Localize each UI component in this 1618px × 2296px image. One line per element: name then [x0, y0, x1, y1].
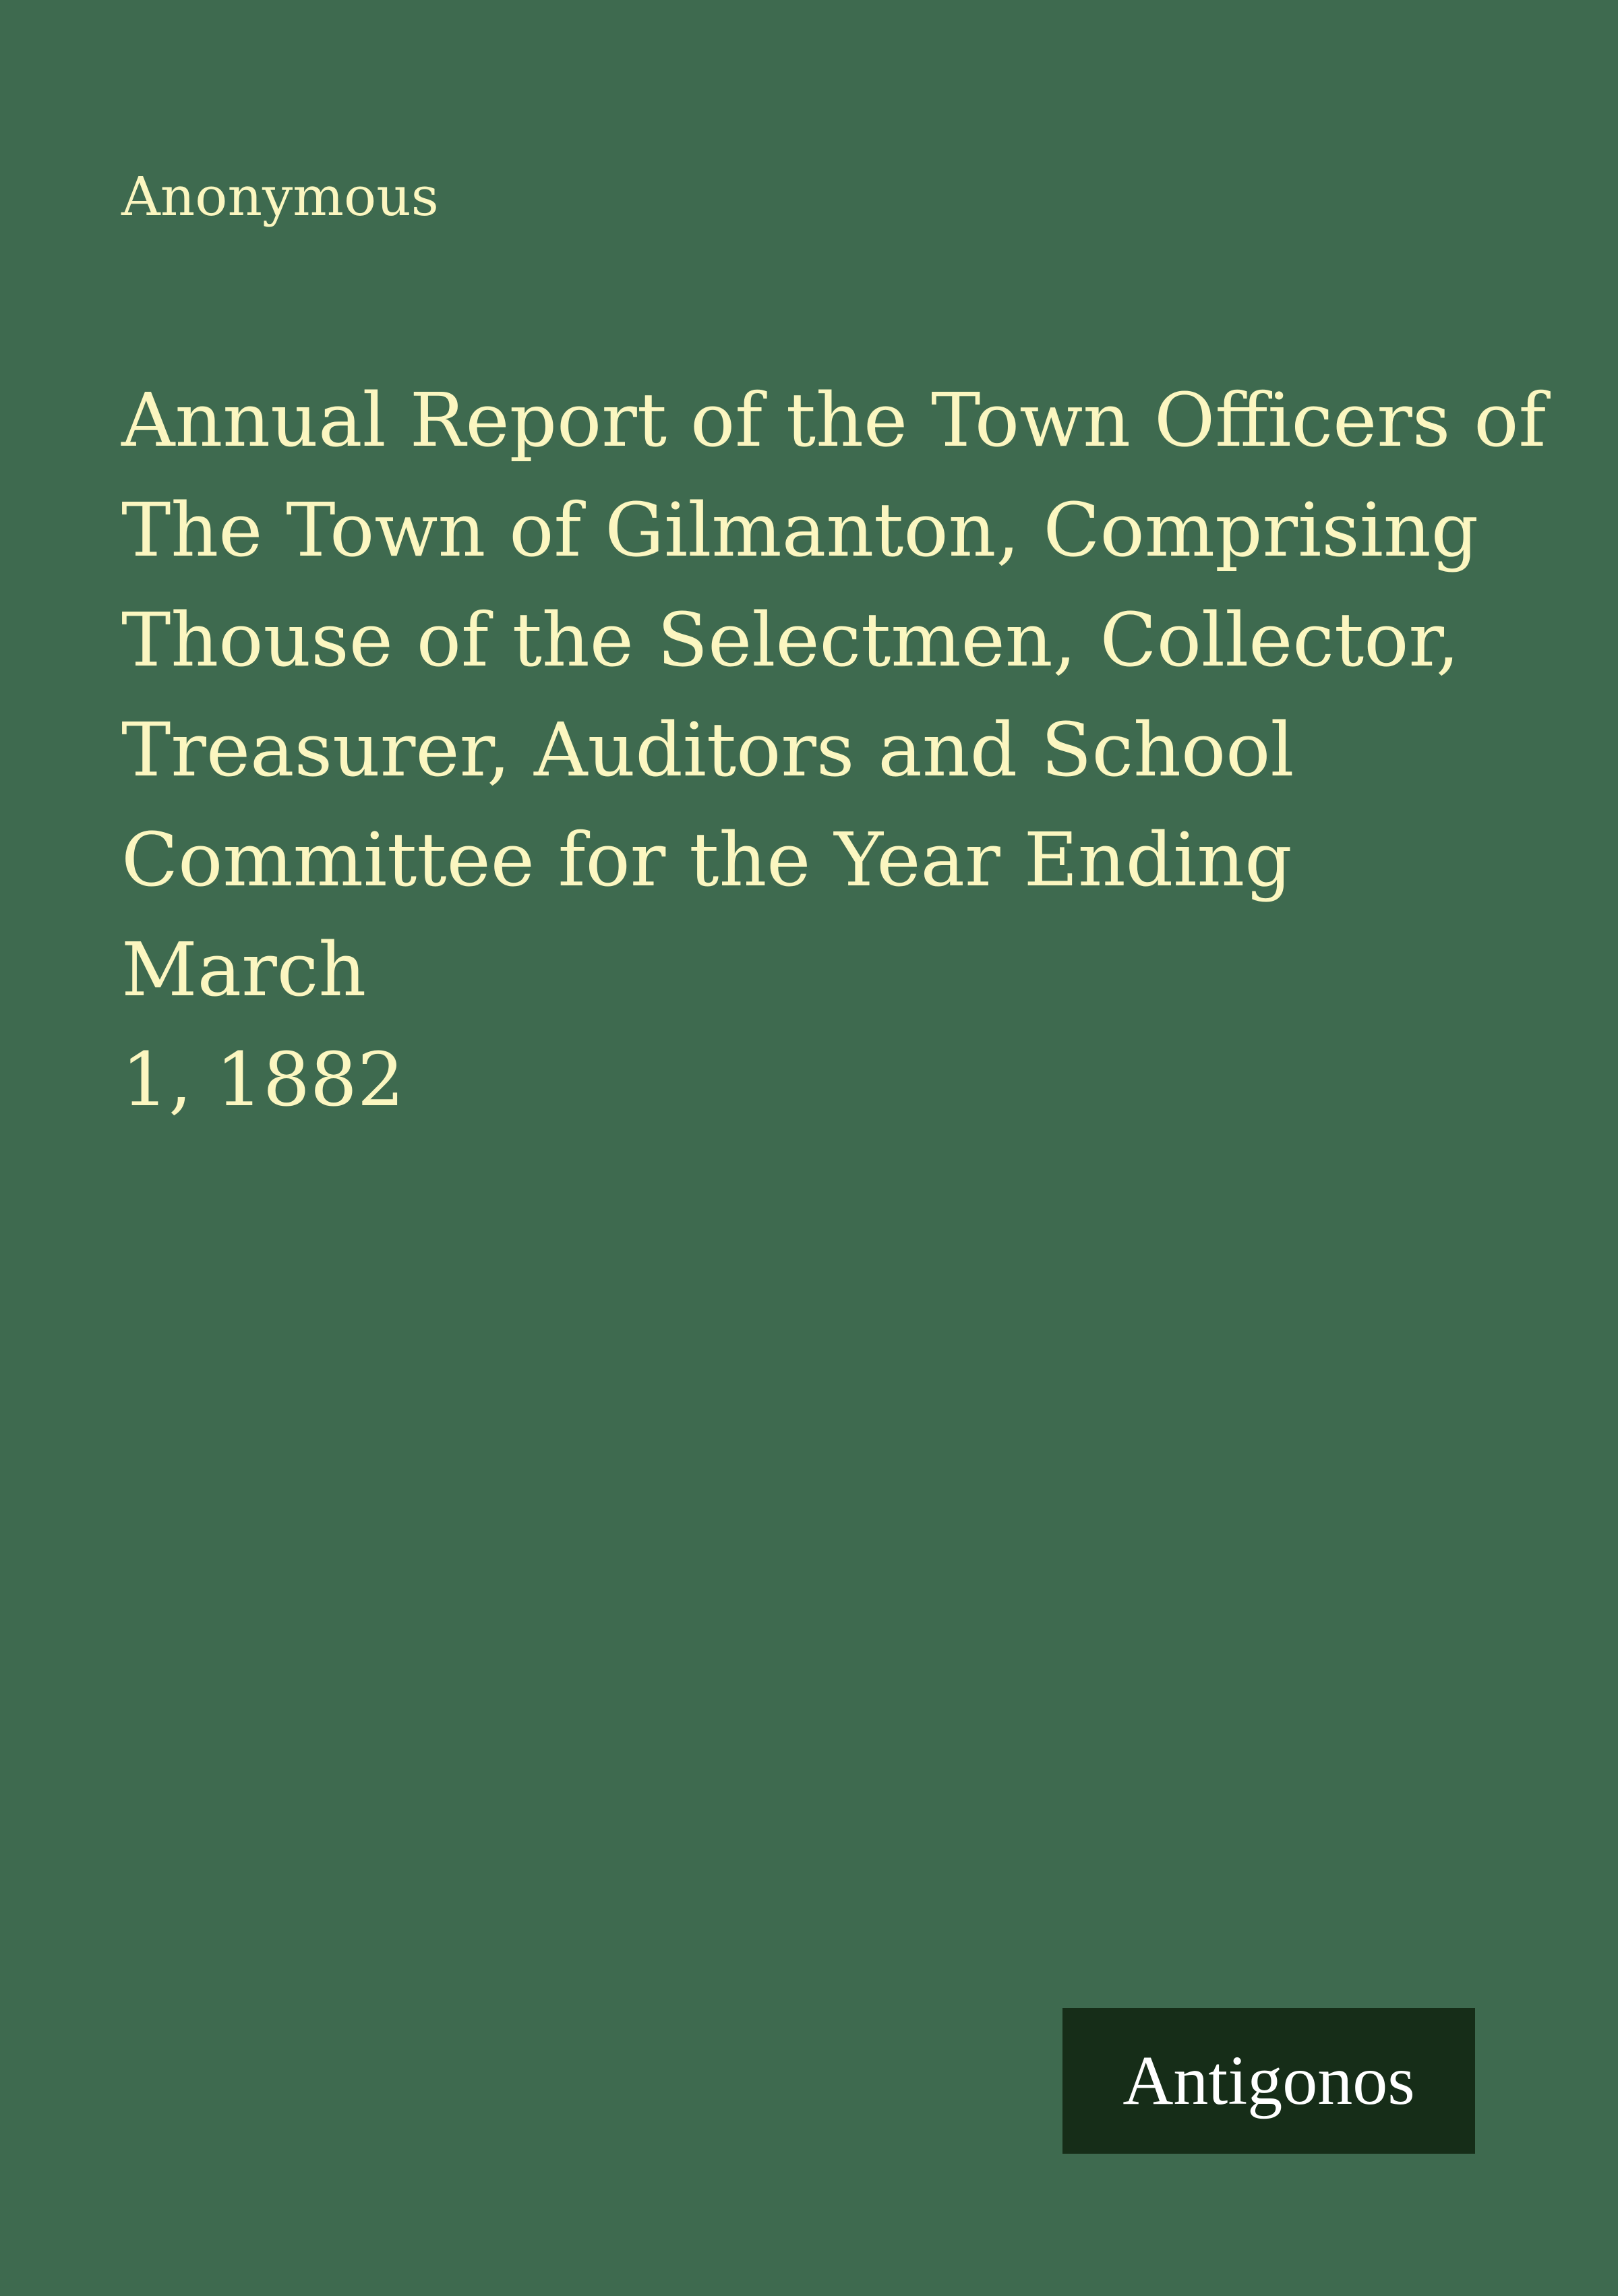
- publisher-name: Antigonos: [1122, 2042, 1415, 2119]
- publisher-logo: [1062, 2008, 1475, 2154]
- book-title: Annual Report of the Town Officers of The Town of Gilmanton, Comprising Thouse of the Selectmen, Collector, Treasurer, Auditors and School Committee for the Year Ending March 1, 1882: [121, 377, 1547, 1123]
- author-name: Anonymous: [121, 165, 439, 228]
